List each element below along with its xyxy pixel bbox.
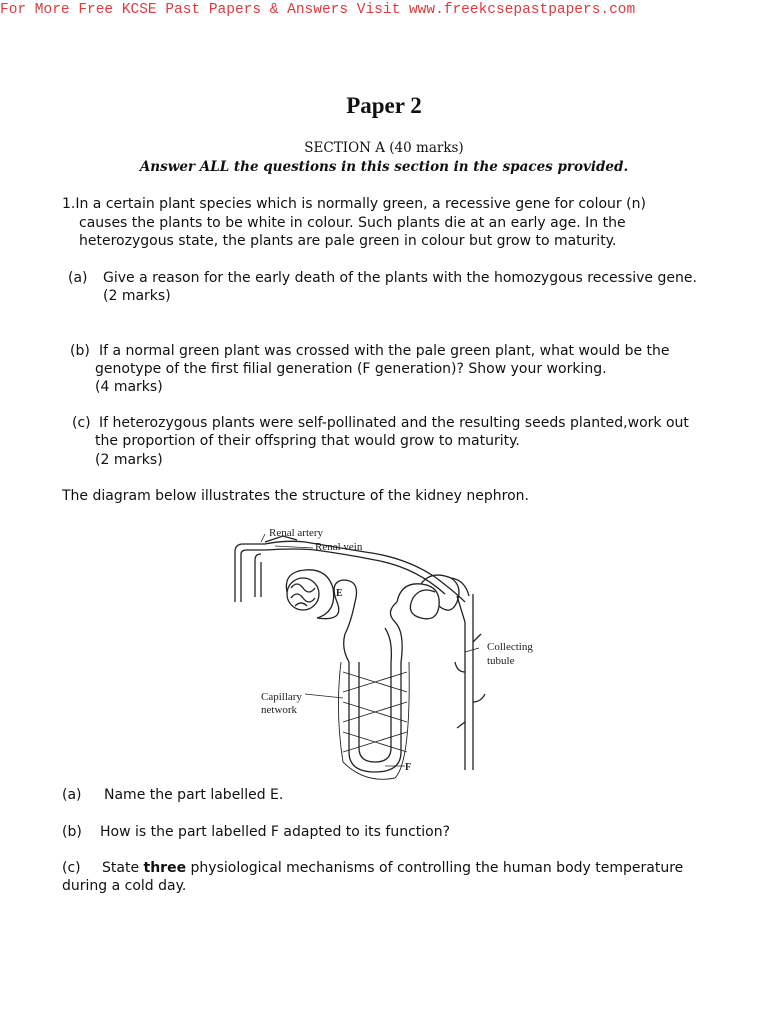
q2b-text: How is the part labelled F adapted to its function? bbox=[100, 824, 451, 840]
loop-of-henle bbox=[349, 602, 402, 772]
label-renal-artery: Renal artery bbox=[269, 527, 324, 539]
q1c-marks: (2 marks) bbox=[95, 452, 163, 468]
q1c-line-1: If heterozygous plants were self-pollinated and the resulting seeds planted,work out bbox=[99, 415, 689, 431]
page-title: Paper 2 bbox=[346, 93, 422, 118]
label-e: E bbox=[336, 588, 343, 599]
collecting-tubule bbox=[455, 594, 485, 770]
label-capillary-2: network bbox=[261, 704, 298, 716]
label-collecting-2: tubule bbox=[487, 655, 515, 667]
instructions: Answer ALL the questions in this section in the spaces provided. bbox=[139, 159, 629, 175]
q2a-label: (a) bbox=[62, 787, 82, 803]
label-leader-lines bbox=[261, 534, 479, 766]
q1b-line-2: genotype of the first filial generation (F generation)? Show your working. bbox=[95, 361, 607, 377]
section-heading: SECTION A (40 marks) bbox=[304, 140, 464, 156]
glomerulus bbox=[286, 570, 333, 618]
distal-tubule bbox=[397, 575, 469, 619]
label-collecting-1: Collecting bbox=[487, 641, 533, 653]
q1a-text: Give a reason for the early death of the plants with the homozygous recessive gene. bbox=[103, 270, 697, 286]
q2a-text: Name the part labelled E. bbox=[104, 787, 284, 803]
q1b-marks: (4 marks) bbox=[95, 379, 163, 395]
q2c-bold: three bbox=[143, 860, 187, 876]
website-banner: For More Free KCSE Past Papers & Answers Visit www.freekcsepastpapers.com bbox=[0, 2, 636, 18]
label-renal-vein: Renal vein bbox=[315, 541, 363, 553]
kidney-nephron-diagram bbox=[225, 522, 565, 782]
q2c-pre: State bbox=[102, 860, 144, 876]
q2c-line-1 bbox=[102, 859, 683, 877]
q2c-label: (c) bbox=[62, 860, 81, 876]
q1a-label: (a) bbox=[68, 270, 88, 286]
q1a-marks: (2 marks) bbox=[103, 288, 171, 304]
q1-stem-line-2: causes the plants to be white in colour. Such plants die at an early age. In the bbox=[79, 215, 626, 231]
q1b-label: (b) bbox=[70, 343, 90, 359]
q1c-line-2: the proportion of their offspring that would grow to maturity. bbox=[95, 433, 520, 449]
q1-stem-line-1: 1.In a certain plant species which is normally green, a recessive gene for colour (n) bbox=[62, 196, 646, 212]
q1-stem-line-3: heterozygous state, the plants are pale green in colour but grow to maturity. bbox=[79, 233, 617, 249]
q2b-label: (b) bbox=[62, 824, 82, 840]
q2-intro: The diagram below illustrates the structure of the kidney nephron. bbox=[62, 488, 529, 504]
q2c-line-2: during a cold day. bbox=[62, 878, 187, 894]
label-f: F bbox=[405, 762, 412, 773]
q1b-line-1: If a normal green plant was crossed with the pale green plant, what would be the bbox=[99, 343, 670, 359]
label-capillary-1: Capillary bbox=[261, 691, 302, 703]
q2c-post: physiological mechanisms of controlling the human body temperature bbox=[186, 860, 684, 876]
q1c-label: (c) bbox=[72, 415, 91, 431]
